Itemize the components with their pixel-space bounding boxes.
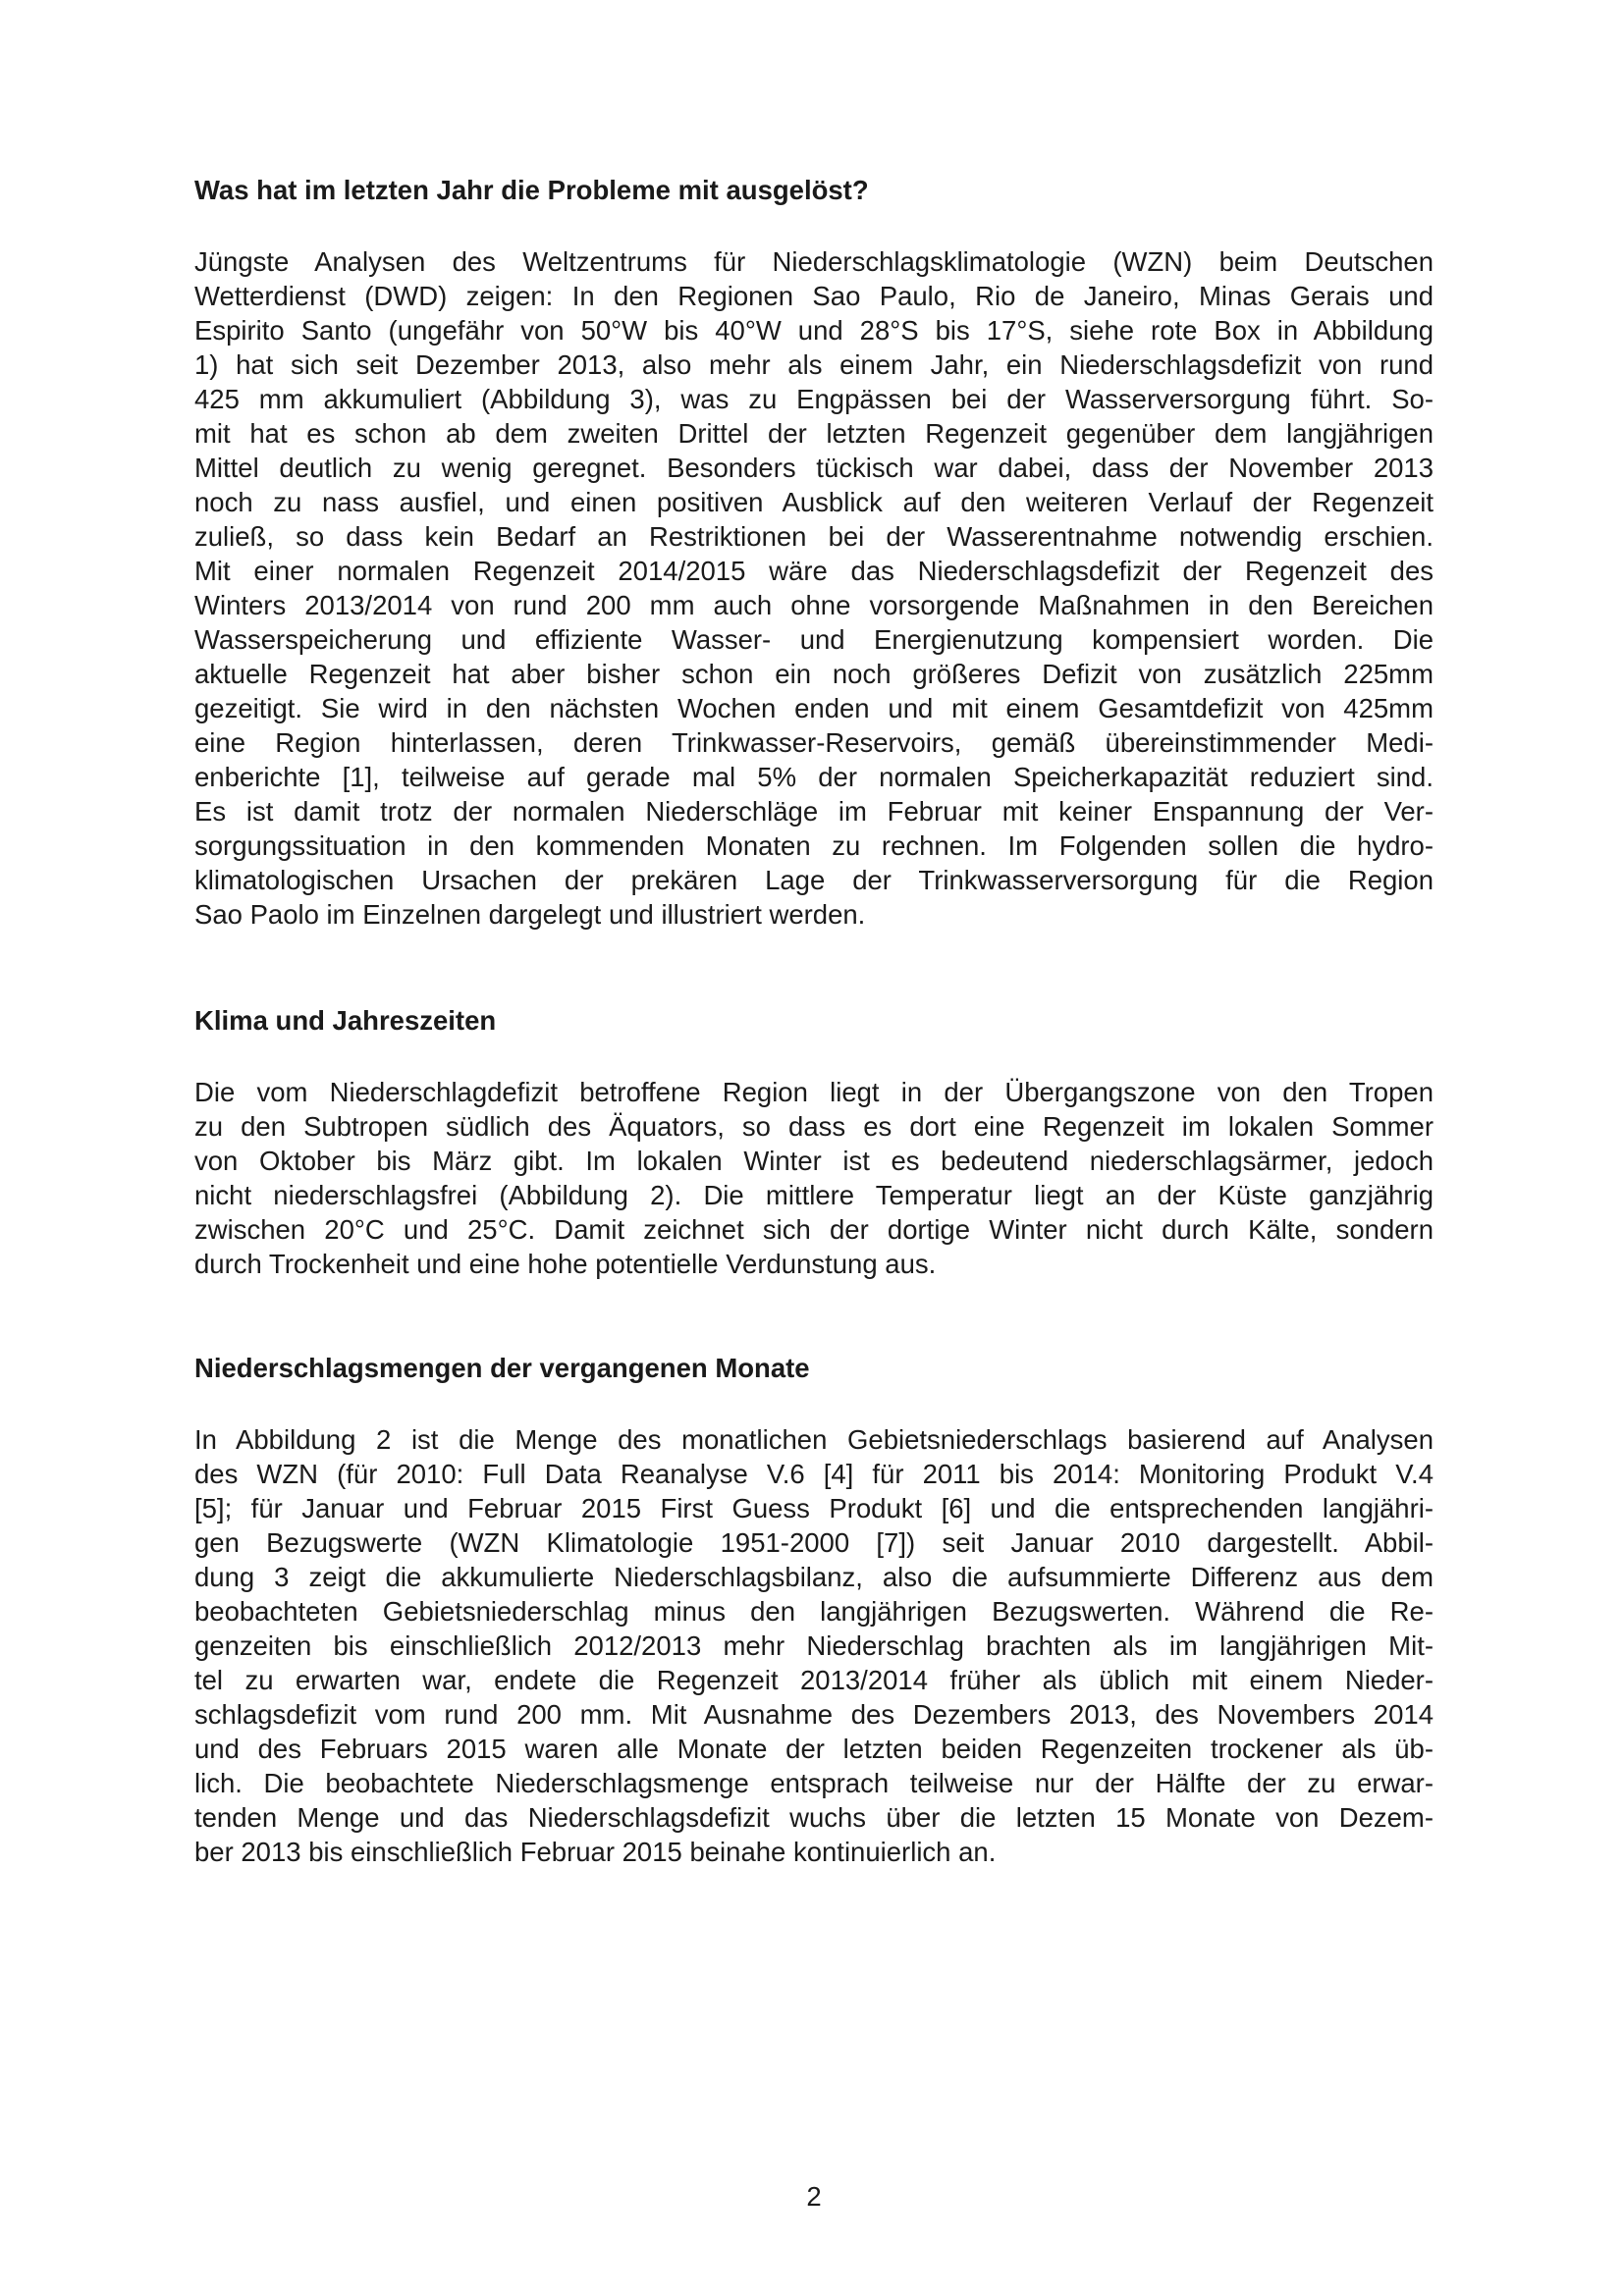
- paragraph-line: Mittel deutlich zu wenig geregnet. Besonders tückisch war dabei, dass der November 2013: [194, 453, 1434, 483]
- paragraph-line: In Abbildung 2 ist die Menge des monatlichen Gebietsniederschlags basierend auf Analysen: [194, 1424, 1434, 1455]
- paragraph-line: Die vom Niederschlagdefizit betroffene Region liegt in der Übergangszone von den Tropen: [194, 1077, 1434, 1107]
- paragraph-line: des WZN (für 2010: Full Data Reanalyse V.6 [4] für 2011 bis 2014: Monitoring Produkt V.4: [194, 1459, 1434, 1489]
- paragraph-line: Wetterdienst (DWD) zeigen: In den Regionen Sao Paulo, Rio de Janeiro, Minas Gerais und: [194, 281, 1434, 311]
- paragraph-line: Espirito Santo (ungefähr von 50°W bis 40°W und 28°S bis 17°S, siehe rote Box in Abbildung: [194, 315, 1434, 346]
- paragraph-line: mit hat es schon ab dem zweiten Drittel der letzten Regenzeit gegenüber dem langjährigen: [194, 418, 1434, 449]
- paragraph-line: dung 3 zeigt die akkumulierte Niederschlagsbilanz, also die aufsummierte Differenz aus dem: [194, 1562, 1434, 1592]
- paragraph-line: tel zu erwarten war, endete die Regenzeit 2013/2014 früher als üblich mit einem Nieder-: [194, 1665, 1434, 1695]
- paragraph-line: noch zu nass ausfiel, und einen positiven Ausblick auf den weiteren Verlauf der Regenzeit: [194, 487, 1434, 517]
- paragraph-line: klimatologischen Ursachen der prekären Lage der Trinkwasserversorgung für die Region: [194, 865, 1434, 895]
- paragraph-line: Winters 2013/2014 von rund 200 mm auch ohne vorsorgende Maßnahmen in den Bereichen: [194, 590, 1434, 620]
- paragraph-line: schlagsdefizit vom rund 200 mm. Mit Ausnahme des Dezembers 2013, des Novembers 2014: [194, 1699, 1434, 1730]
- paragraph-line: 425 mm akkumuliert (Abbildung 3), was zu Engpässen bei der Wasserversorgung führt. So-: [194, 384, 1434, 414]
- paragraph-line: nicht niederschlagsfrei (Abbildung 2). Die mittlere Temperatur liegt an der Küste ganzjährig: [194, 1180, 1434, 1210]
- section-heading: Niederschlagsmengen der vergangenen Monate: [194, 1353, 810, 1383]
- paragraph-line: von Oktober bis März gibt. Im lokalen Winter ist es bedeutend niederschlagsärmer, jedoch: [194, 1146, 1434, 1176]
- paragraph-line: zuließ, so dass kein Bedarf an Restriktionen bei der Wasserentnahme notwendig erschien.: [194, 521, 1434, 552]
- paragraph-line: genzeiten bis einschließlich 2012/2013 mehr Niederschlag brachten als im langjährigen Mit-: [194, 1630, 1434, 1661]
- section-climate-seasons: [194, 1003, 1434, 1281]
- paragraph-line: [5]; für Januar und Februar 2015 First Guess Produkt [6] und die entsprechenden langjähri-: [194, 1493, 1434, 1523]
- paragraph-line: zu den Subtropen südlich des Äquators, so dass es dort eine Regenzeit im lokalen Sommer: [194, 1111, 1434, 1142]
- paragraph-line: beobachteten Gebietsniederschlag minus den langjährigen Bezugswerten. Während die Re-: [194, 1596, 1434, 1627]
- paragraph-line: und des Februars 2015 waren alle Monate der letzten beiden Regenzeiten trockener als üb-: [194, 1734, 1434, 1764]
- paragraph-line: zwischen 20°C und 25°C. Damit zeichnet sich der dortige Winter nicht durch Kälte, sondern: [194, 1214, 1434, 1245]
- page-number: 2: [806, 2181, 822, 2212]
- paragraph-line: gen Bezugswerte (WZN Klimatologie 1951-2000 [7]) seit Januar 2010 dargestellt. Abbil-: [194, 1527, 1434, 1558]
- document-page: [194, 0, 1434, 2296]
- paragraph-line: sorgungssituation in den kommenden Monaten zu rechnen. Im Folgenden sollen die hydro-: [194, 830, 1434, 861]
- section-problem-causes: [194, 173, 1434, 932]
- section-heading: Was hat im letzten Jahr die Probleme mit ausgelöst?: [194, 175, 869, 205]
- paragraph-line: tenden Menge und das Niederschlagsdefizit wuchs über die letzten 15 Monate von Dezem-: [194, 1802, 1434, 1833]
- paragraph-line: gezeitigt. Sie wird in den nächsten Wochen enden und mit einem Gesamtdefizit von 425mm: [194, 693, 1434, 723]
- paragraph-line: ber 2013 bis einschließlich Februar 2015 beinahe kontinuierlich an.: [194, 1837, 997, 1867]
- section-paragraph: [194, 244, 1434, 932]
- paragraph-line: 1) hat sich seit Dezember 2013, also mehr als einem Jahr, ein Niederschlagsdefizit von rund: [194, 349, 1434, 380]
- paragraph-line: Jüngste Analysen des Weltzentrums für Niederschlagsklimatologie (WZN) beim Deutschen: [194, 246, 1434, 277]
- section-paragraph: [194, 1422, 1434, 1869]
- paragraph-line: Sao Paolo im Einzelnen dargelegt und illustriert werden.: [194, 899, 866, 930]
- paragraph-line: Wasserspeicherung und effiziente Wasser- und Energienutzung kompensiert worden. Die: [194, 624, 1434, 655]
- paragraph-line: enberichte [1], teilweise auf gerade mal 5% der normalen Speicherkapazität reduziert sind.: [194, 762, 1434, 792]
- paragraph-line: aktuelle Regenzeit hat aber bisher schon ein noch größeres Defizit von zusätzlich 225mm: [194, 659, 1434, 689]
- paragraph-line: lich. Die beobachtete Niederschlagsmenge entsprach teilweise nur der Hälfte der zu erwar-: [194, 1768, 1434, 1798]
- paragraph-line: durch Trockenheit und eine hohe potentielle Verdunstung aus.: [194, 1249, 937, 1279]
- paragraph-line: Mit einer normalen Regenzeit 2014/2015 wäre das Niederschlagsdefizit der Regenzeit des: [194, 556, 1434, 586]
- section-precipitation-amounts: [194, 1351, 1434, 1869]
- paragraph-line: eine Region hinterlassen, deren Trinkwasser-Reservoirs, gemäß übereinstimmender Medi-: [194, 727, 1434, 758]
- section-heading: Klima und Jahreszeiten: [194, 1005, 497, 1036]
- section-paragraph: [194, 1075, 1434, 1281]
- paragraph-line: Es ist damit trotz der normalen Niederschläge im Februar mit keiner Enspannung der Ver-: [194, 796, 1434, 827]
